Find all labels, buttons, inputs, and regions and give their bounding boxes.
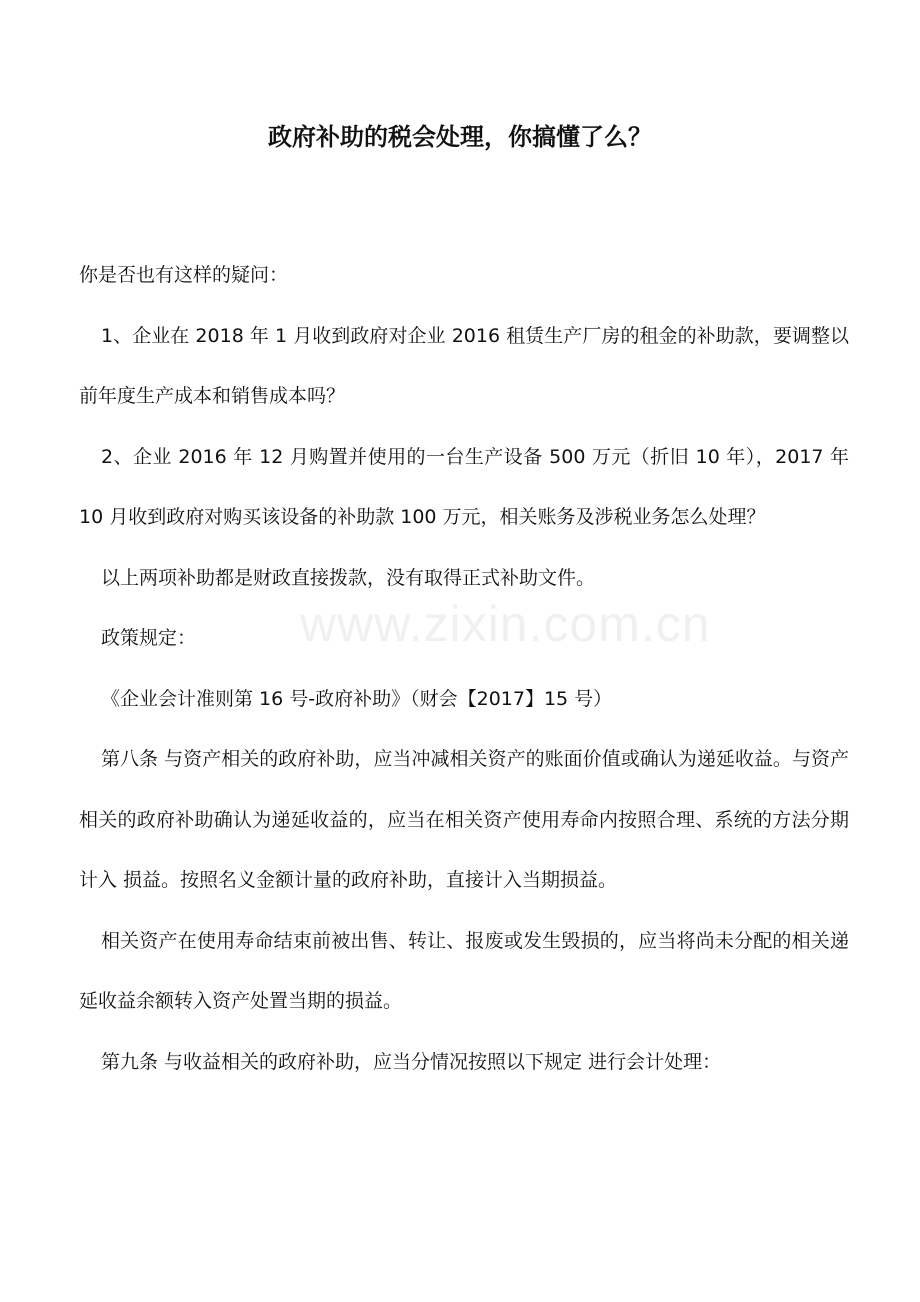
paragraph-policy-heading: 政策规定： — [101, 627, 197, 649]
paragraph-article-8: 第八条 与资产相关的政府补助，应当冲减相关资产的账面价值或确认为递延收益。与资产相关的政府补助确认为递延收益的，应当在相关资产使用寿命内按照合理、系统的方法分期计入 损益。按照名义金额计量的政府补助，直接计入当期损益。 — [79, 748, 849, 891]
paragraph-article-9: 第九条 与收益相关的政府补助，应当分情况按照以下规定 进行会计处理： — [101, 1050, 722, 1073]
watermark-text: www.zixin.com.cn — [300, 596, 711, 652]
paragraph-intro-question: 你是否也有这样的疑问： — [79, 264, 289, 286]
paragraph-standard-reference: 《企业会计准则第 16 号-政府补助》（财会【2017】15 号） — [101, 687, 613, 710]
document-title: 政府补助的税会处理，你搞懂了么？ — [268, 123, 652, 151]
paragraph-asset-disposal: 相关资产在使用寿命结束前被出售、转让、报废或发生毁损的，应当将尚未分配的相关递延收益余额转入资产处置当期的损益。 — [79, 929, 849, 1012]
paragraph-question-2: 2、企业 2016 年 12 月购置并使用的一台生产设备 500 万元（折旧 10 年），2017 年 10 月收到政府对购买该设备的补助款 100 万元，相关账务及涉税业务怎么处理？ — [79, 445, 849, 528]
document-body — [79, 245, 849, 1092]
paragraph-subsidy-note: 以上两项补助都是财政直接拨款，没有取得正式补助文件。 — [101, 566, 596, 589]
paragraph-question-1: 1、企业在 2018 年 1 月收到政府对企业 2016 租赁生产厂房的租金的补助款，要调整以前年度生产成本和销售成本吗？ — [79, 324, 849, 407]
